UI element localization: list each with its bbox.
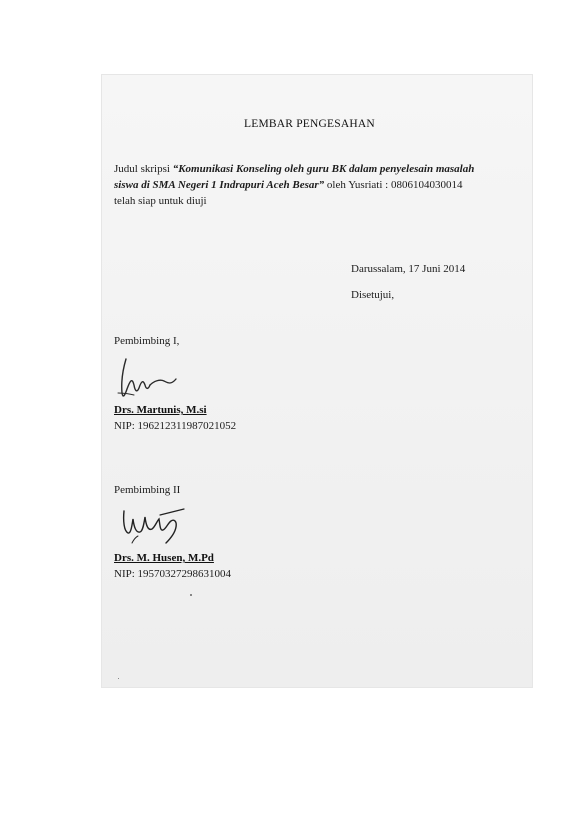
scan-speck bbox=[190, 594, 192, 596]
supervisor-1-name: Drs. Martunis, M.si bbox=[114, 404, 207, 416]
thesis-title-part-2: siswa di SMA Negeri 1 Indrapuri Aceh Besar” bbox=[114, 179, 325, 191]
approved-label: Disetujui, bbox=[351, 289, 395, 301]
author-info: oleh Yusriati : 0806104030014 bbox=[324, 179, 463, 191]
supervisor-1-nip: NIP: 196212311987021052 bbox=[114, 420, 237, 432]
supervisor-2-nip: NIP: 19570327298631004 bbox=[114, 568, 232, 580]
paragraph-line-3: telah siap untuk diuji bbox=[114, 195, 207, 207]
paragraph-line-2 bbox=[114, 177, 534, 193]
scan-speck bbox=[118, 678, 119, 679]
supervisor-1-signature bbox=[116, 355, 188, 405]
thesis-title-part-1: “Komunikasi Konseling oleh guru BK dalam penyelesain masalah bbox=[172, 163, 475, 175]
supervisor-2-label: Pembimbing II bbox=[114, 484, 181, 496]
supervisor-2-signature bbox=[114, 503, 194, 551]
place-date: Darussalam, 17 Juni 2014 bbox=[351, 263, 466, 275]
thesis-paragraph bbox=[114, 161, 534, 209]
supervisor-2-name: Drs. M. Husen, M.Pd bbox=[114, 552, 214, 564]
supervisor-1-label: Pembimbing I, bbox=[114, 335, 180, 347]
document-title: LEMBAR PENGESAHAN bbox=[244, 118, 375, 130]
paragraph-prefix: Judul skripsi bbox=[114, 163, 173, 175]
paragraph-line-1 bbox=[114, 161, 534, 177]
